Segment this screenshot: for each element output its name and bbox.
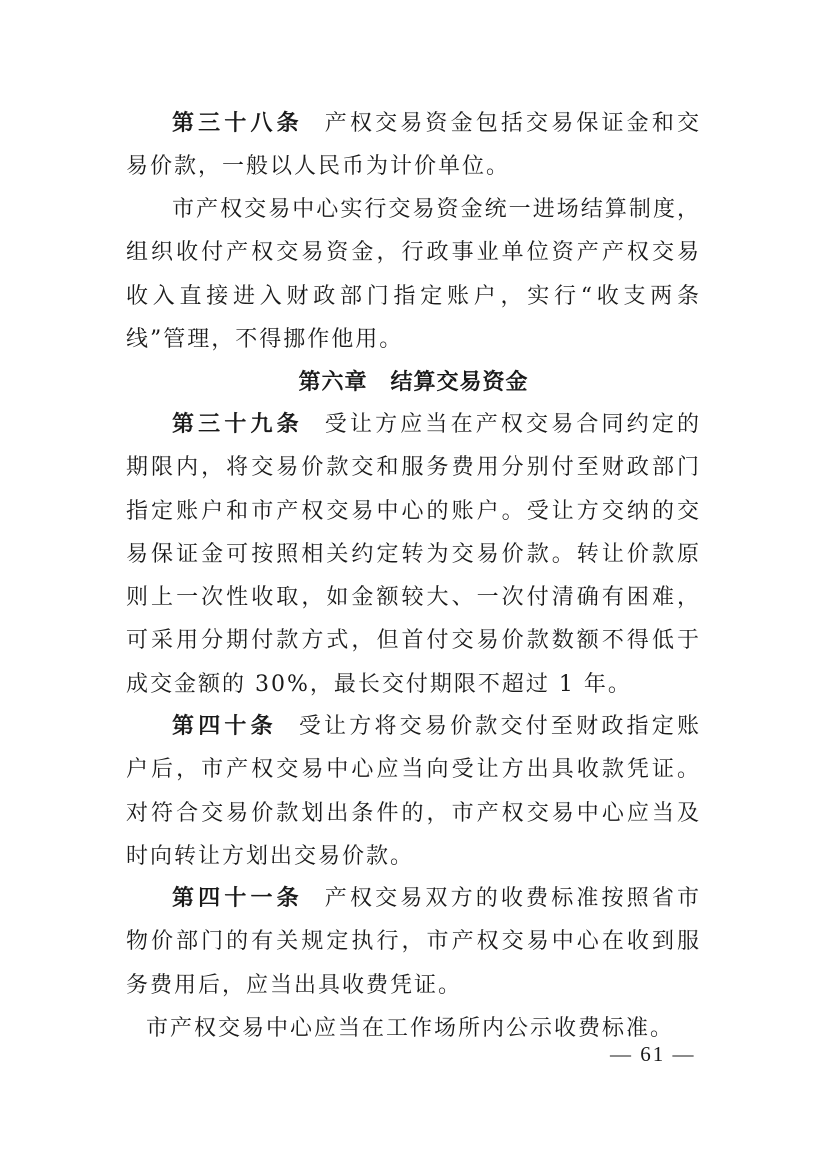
article-38: [126, 102, 701, 189]
article-38-paragraph-2: 市产权交易中心实行交易资金统一进场结算制度，组织收付产权交易资金，行政事业单位资产产权交易收入直接进入财政部门指定账户，实行“收支两条线”管理，不得挪作他用。: [126, 197, 701, 352]
article-38-label: 第三十八条: [172, 111, 303, 136]
chapter-title: 第六章 结算交易资金: [298, 370, 529, 395]
article-39: [126, 403, 701, 706]
article-41-paragraph-2: 市产权交易中心应当在工作场所内公示收费标准。: [146, 1016, 675, 1041]
page-number: — 61 —: [610, 1042, 696, 1066]
article-39-text: 受让方应当在产权交易合同约定的期限内，将交易价款交和服务费用分别付至财政部门指定账户和市产权交易中心的账户。受让方交纳的交易保证金可按照相关约定转为交易价款。转让价款原则上一次性收取，如金额较大、一次付清确有困难，可采用分期付款方式，但首付交易价款数额不得低于成交金额的 30%，最长交付期限不超过 1 年。: [126, 412, 701, 697]
article-38-text: 产权交易资金包括交易保证金和交易价款，一般以人民币为计价单位。: [126, 111, 701, 180]
article-41: [126, 877, 701, 1007]
article-41-label: 第四十一条: [172, 886, 303, 911]
article-39-label: 第三十九条: [172, 412, 303, 437]
article-40-label: 第四十条: [172, 714, 277, 739]
article-40-text: 受让方将交易价款交付至财政指定账户后，市产权交易中心应当向受让方出具收款凭证。对符合交易价款划出条件的，市产权交易中心应当及时向转让方划出交易价款。: [126, 714, 701, 869]
article-40: [126, 705, 701, 878]
article-41-text: 产权交易双方的收费标准按照省市物价部门的有关规定执行，市产权交易中心在收到服务费用后，应当出具收费凭证。: [126, 886, 701, 998]
